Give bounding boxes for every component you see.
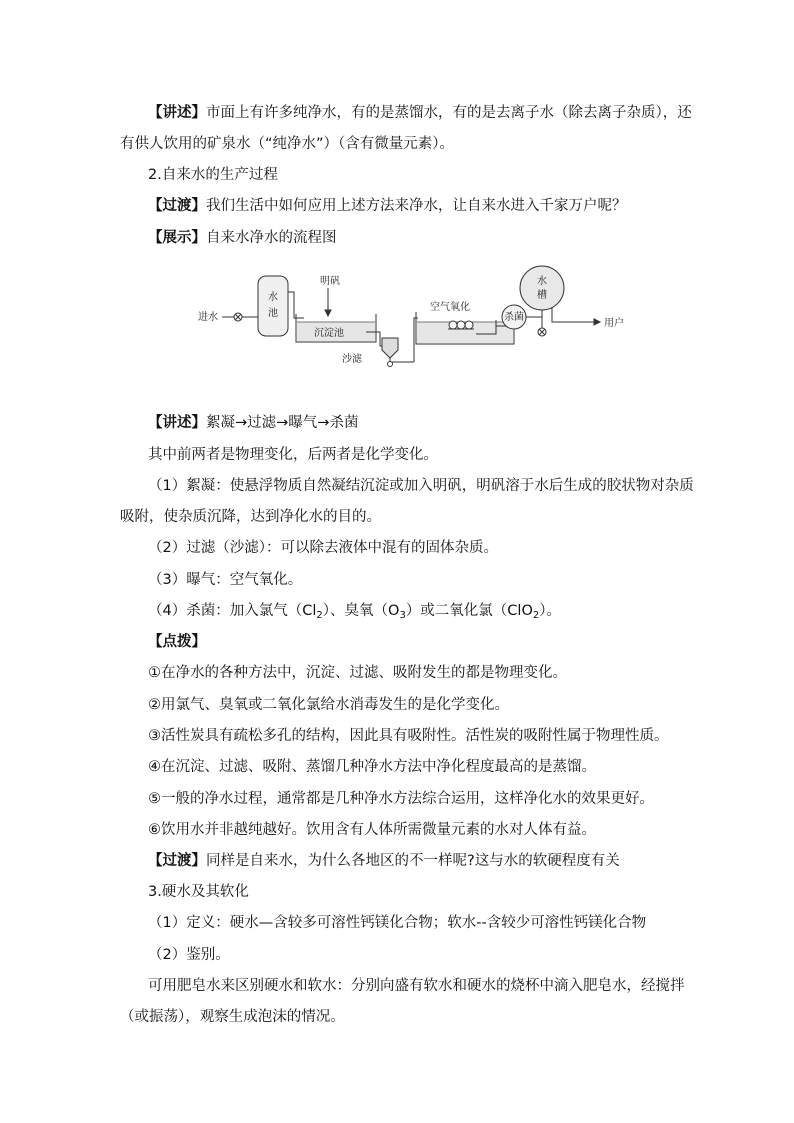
item-sterilization	[148, 601, 561, 621]
section-title-2: 2.自来水的生产过程	[148, 167, 278, 183]
paragraph-text: 自来水净水的流程图	[206, 230, 337, 246]
label-tank-2: 池	[268, 308, 278, 319]
label-sterilize: 杀菌	[504, 312, 524, 323]
paragraph-text: 市面上有许多纯净水，有的是蒸馏水，有的是去离子水（除去离子杂质），还	[206, 105, 692, 121]
tag-tip: 【点拨】	[148, 634, 206, 650]
paragraph-text: 我们生活中如何应用上述方法来净水，让自来水进入千家万户呢？	[206, 198, 627, 214]
item-flocculation-continuation: 吸附，使杂质沉降，达到净化水的目的。	[120, 509, 381, 525]
label-inlet: 进水	[198, 312, 218, 323]
item-aeration: （3）曝气：空气氧化。	[148, 572, 303, 588]
label-water-tower-2: 槽	[537, 290, 547, 301]
tag-transition: 【过渡】	[148, 853, 206, 869]
text-fragment: ）。	[539, 603, 562, 619]
tag-transition: 【过渡】	[148, 198, 206, 214]
label-alum: 明矾	[320, 276, 340, 287]
text-fragment: （4）杀菌：加入氯气（Cl	[148, 603, 317, 619]
label-air-oxidation: 空气氧化	[430, 302, 470, 313]
paragraph-soap-test: 可用肥皂水来区别硬水和软水：分别向盛有软水和硬水的烧杯中滴入肥皂水，经搅拌	[148, 978, 685, 994]
paragraph-text: 同样是自来水，为什么各地区的不一样呢?这与水的软硬程度有关	[206, 853, 620, 869]
tag-lecture: 【讲述】	[148, 415, 206, 431]
tip-heading	[148, 632, 206, 652]
item-identification: （2）鉴别。	[148, 947, 230, 963]
item-filtration: （2）过滤（沙滤）：可以除去液体中混有的固体杂质。	[148, 540, 498, 556]
tip-item: ④在沉淀、过滤、吸附、蒸馏几种净水方法中净化程度最高的是蒸馏。	[148, 759, 596, 775]
tag-lecture: 【讲述】	[148, 105, 206, 121]
tip-item: ③活性炭具有疏松多孔的结构，因此具有吸附性。活性炭的吸附性属于物理性质。	[148, 728, 669, 744]
paragraph-continuation: 有供人饮用的矿泉水（“纯净水”）（含有微量元素）。	[120, 136, 455, 152]
paragraph-lecture-2	[148, 413, 358, 433]
tip-item: ⑤一般的净水过程，通常都是几种净水方法综合运用，这样净化水的效果更好。	[148, 791, 654, 807]
paragraph-soap-test-continuation: （或振荡），观察生成泡沫的情况。	[120, 1009, 345, 1025]
label-water-tower-1: 水	[537, 276, 547, 287]
paragraph-show	[148, 228, 337, 248]
paragraph-transition-2	[148, 851, 620, 871]
subscript: 2	[316, 610, 323, 621]
paragraph-text: 絮凝→过滤→曝气→杀菌	[206, 415, 359, 431]
paragraph-change-type: 其中前两者是物理变化，后两者是化学变化。	[148, 447, 438, 463]
label-tank-1: 水	[268, 292, 278, 303]
tip-item: ②用氯气、臭氧或二氧化氯给水消毒发生的是化学变化。	[148, 697, 509, 713]
paragraph-transition-1	[148, 196, 627, 216]
tip-item: ①在净水的各种方法中，沉淀、过滤、吸附发生的都是物理变化。	[148, 665, 567, 681]
label-user: 用户	[604, 318, 624, 329]
section-title-3: 3.硬水及其软化	[148, 884, 249, 900]
text-fragment: ）、臭氧（O	[322, 603, 400, 619]
subscript: 2	[532, 610, 540, 621]
tip-item: ⑥饮用水并非越纯越好。饮用含有人体所需微量元素的水对人体有益。	[148, 822, 596, 838]
water-purification-flow-diagram	[196, 262, 636, 374]
tag-show: 【展示】	[148, 230, 206, 246]
item-definition: （1）定义：硬水—含较多可溶性钙镁化合物；软水--含较少可溶性钙镁化合物	[148, 915, 647, 931]
label-sand-filter: 沙滤	[342, 354, 362, 365]
subscript: 3	[399, 610, 406, 621]
item-flocculation: （1）絮凝：使悬浮物质自然凝结沉淀或加入明矾，明矾溶于水后生成的胶状物对杂质	[148, 478, 694, 494]
text-fragment: ）或二氧化氯（ClO	[405, 603, 533, 619]
paragraph-lecture-1	[148, 103, 692, 123]
label-sedimentation: 沉淀池	[314, 328, 344, 339]
